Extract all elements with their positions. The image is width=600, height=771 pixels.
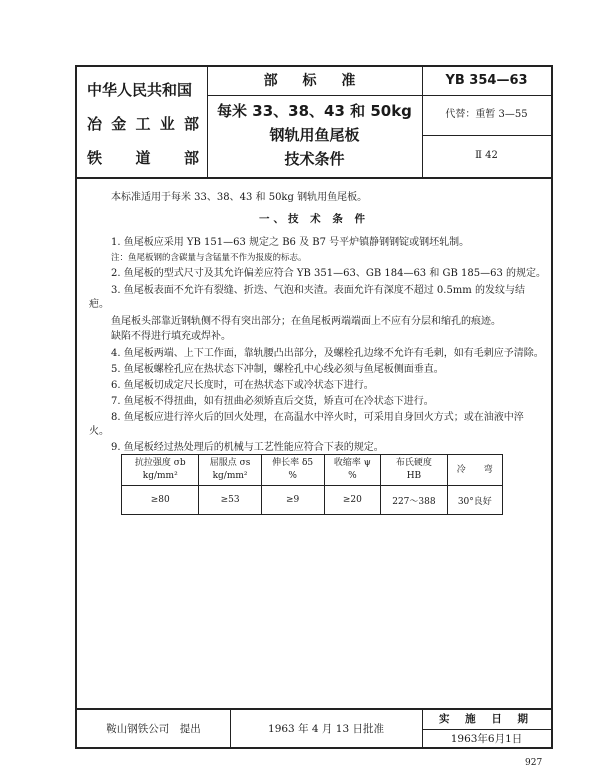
- properties-table: [121, 454, 503, 515]
- document-title: 每米 33、38、43 和 50kg 钢轨用鱼尾板 技术条件: [217, 102, 412, 168]
- header-yield: 屈服点 σs kg/mm²: [199, 455, 261, 486]
- clause-7: 7. 鱼尾板不得扭曲，如有扭曲必须矫直后交货，矫直可在冷状态下进行。: [111, 396, 434, 407]
- proposer: 鞍山钢铁公司 提出: [77, 710, 231, 749]
- title-block: [207, 67, 423, 177]
- clause-3-cont: 疤。: [89, 299, 109, 310]
- clause-1-note: 注：鱼尾板钢的含碳量与含锰量不作为报废的标志。: [111, 253, 307, 263]
- header-tensile: 抗拉强度 σb kg/mm²: [122, 455, 199, 486]
- table-row: [122, 486, 503, 515]
- header-reduction: 收缩率 ψ %: [324, 455, 381, 486]
- scope-paragraph: 本标准适用于每米 33、38、43 和 50kg 钢轨用鱼尾板。: [111, 192, 368, 203]
- clause-8-cont: 火。: [89, 426, 109, 437]
- table-header-row: [122, 455, 503, 486]
- approval-date: 1963 年 4 月 13 日批准: [230, 710, 423, 749]
- value-bend: 30°良好: [447, 486, 502, 515]
- value-yield: ≥53: [199, 486, 261, 515]
- code-block: [422, 67, 551, 177]
- standard-code: YB 354—63: [422, 67, 551, 96]
- clause-3-para2: 鱼尾板头部靠近钢轨侧不得有突出部分；在鱼尾板两端端面上不应有分层和缩孔的痕迹。: [111, 316, 501, 327]
- clause-9: 9. 鱼尾板经过热处理后的机械与工艺性能应符合下表的规定。: [111, 442, 384, 453]
- header-block: [77, 67, 551, 179]
- org-prc: 中华人民共和国: [87, 81, 193, 99]
- clause-8: 8. 鱼尾板应进行淬火后的回火处理，在高温水中淬火时，可采用自身回火方式；或在油液中淬: [111, 412, 524, 423]
- clause-3-para3: 缺陷不得进行填充或焊补。: [111, 331, 231, 342]
- footer-block: [77, 708, 551, 749]
- implementation-date: 1963年6月1日: [450, 733, 523, 745]
- page-number: 927: [525, 758, 543, 768]
- value-tensile: ≥80: [122, 486, 199, 515]
- org-metallurgy: 冶 金 工 业 部: [87, 115, 199, 133]
- clause-6: 6. 鱼尾板切成定尺长度时，可在热状态下或冷状态下进行。: [111, 380, 374, 391]
- section-title: 一、技 术 条 件: [259, 213, 369, 225]
- standard-type: 部 标 准: [207, 67, 422, 96]
- issuing-orgs: [77, 67, 208, 177]
- header-elongation: 伸长率 δ5 %: [261, 455, 324, 486]
- clause-3: 3. 鱼尾板表面不允许有裂缝、折迭、气泡和夹渣。表面允许有深度不超过 0.5mm 的发纹与结: [111, 285, 525, 296]
- clause-2: 2. 鱼尾板的型式尺寸及其允许偏差应符合 YB 351—63、GB 184—63 和 GB 185—63 的规定。: [111, 268, 547, 279]
- clause-5: 5. 鱼尾板螺栓孔应在热状态下冲制，螺栓孔中心线必须与鱼尾板侧面垂直。: [111, 364, 444, 375]
- header-hardness: 布氏硬度 HB: [381, 455, 447, 486]
- implementation: [422, 710, 551, 749]
- class-number: Ⅱ 42: [475, 150, 498, 161]
- standard-frame: [75, 65, 553, 749]
- org-railways: 铁 道 部: [87, 149, 199, 167]
- value-elongation: ≥9: [261, 486, 324, 515]
- implementation-label: 实 施 日 期: [422, 710, 551, 730]
- value-hardness: 227～388: [381, 486, 447, 515]
- clause-4: 4. 鱼尾板两端、上下工作面，靠轨腰凸出部分，及螺栓孔边缘不允许有毛刺，如有毛刺应予清除。: [111, 348, 544, 359]
- clause-1: 1. 鱼尾板应采用 YB 151—63 规定之 B6 及 B7 号平炉镇静钢钢锭或钢坯轧制。: [111, 237, 470, 248]
- replaces-note: 代替：重暂 3—55: [422, 95, 551, 136]
- header-bend: 冷 弯: [447, 455, 502, 486]
- value-reduction: ≥20: [324, 486, 381, 515]
